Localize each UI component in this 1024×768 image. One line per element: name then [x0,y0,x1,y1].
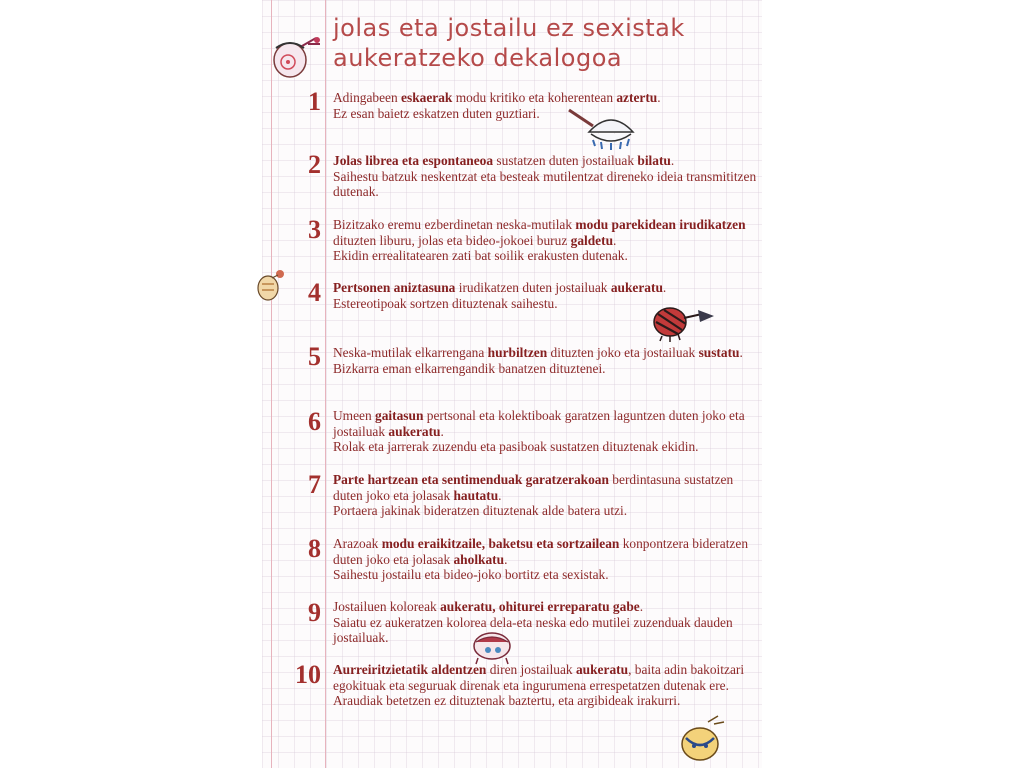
body-text: . [613,232,617,248]
body-text: . [670,153,675,168]
item-number: 7 [308,470,321,499]
body-text: . [504,551,508,567]
dekalogo-item [333,90,758,121]
body-text: . [662,280,667,295]
item-paragraph [333,296,758,312]
emphasis-text: modu eraikitzaile, baketsu eta sortzailean [381,536,620,551]
emphasis-text: aholkatu [453,551,505,567]
body-text: Rolak eta jarrerak zuzendu eta pasiboak sustatzen dituztenak ekidin. [333,439,699,455]
item-paragraph [333,153,758,169]
item-number: 1 [308,87,321,116]
item-paragraph [333,408,758,439]
body-text: Jostailuen koloreak [333,599,441,614]
body-text: Bizkarra eman elkarrengandik banatzen dituztenei. [333,360,606,376]
item-paragraph [333,280,758,296]
emphasis-text: modu parekidean irudikatzen [575,217,746,232]
bug-doodle-icon [674,712,728,766]
body-text: Portaera jakinak bideratzen dituztenak alde batera utzi. [333,503,628,519]
body-text: konpontzera bideratzen duten joko eta jolasak [333,536,749,567]
emphasis-text: bilatu [637,153,671,168]
dekalogo-item [333,408,758,455]
item-number: 9 [308,598,321,627]
body-text: Ekidin errealitatearen zati bat soilik erakusten dutenak. [333,248,628,264]
item-number: 10 [295,660,321,689]
dekalogo-item [333,472,758,519]
emphasis-text: gaitasun [375,408,424,423]
emphasis-text: Jolas librea eta espontaneoa [333,153,494,168]
body-text: diren jostailuak [486,662,576,677]
body-text: Saiatu ez aukeratzen kolorea dela-eta neska edo mutilei zuzenduak dauden jostailuak. [333,614,733,646]
body-text: . [657,90,661,105]
margin-line-left [271,0,272,768]
emphasis-text: hurbiltzen [487,345,548,360]
item-paragraph [333,439,758,455]
item-paragraph [333,361,758,377]
item-paragraph [333,248,758,264]
body-text: Umeen [333,408,376,423]
emphasis-text: aztertu [616,90,658,105]
emphasis-text: aukeratu [610,280,663,295]
body-text: dituzten liburu, jolas eta bideo-jokoei buruz [333,232,571,248]
item-paragraph [333,345,758,361]
body-text: . [440,423,444,439]
item-paragraph [333,662,758,709]
body-text: berdintasuna sustatzen duten joko eta jolasak [333,472,734,503]
emphasis-text: Parte hartzean eta sentimenduak garatzerakoan [333,472,609,487]
dekalogo-item [333,536,758,583]
page-subtitle: aukeratzeko dekalogoa [333,44,623,72]
body-text: . [639,599,644,614]
item-number: 8 [308,534,321,563]
body-text: Arazoak [333,536,382,551]
item-number: 5 [308,342,321,371]
item-number: 3 [308,215,321,244]
dekalogo-item [333,153,758,200]
item-number: 6 [308,407,321,436]
item-number: 2 [308,150,321,179]
item-paragraph [333,599,758,615]
bug-doodle-icon [268,30,324,82]
body-text: modu kritiko eta koherentean [452,90,617,105]
emphasis-text: galdetu [570,232,614,248]
body-text: Bizitzako eremu ezberdinetan neska-mutilak [333,217,576,232]
emphasis-text: hautatu [453,487,499,503]
item-paragraph [333,106,758,122]
item-paragraph [333,90,758,106]
item-paragraph [333,217,758,248]
body-text: sustatzen duten jostailuak [493,153,638,168]
dekalogo-item [333,217,758,264]
body-text: dituzten joko eta jostailuak [547,345,699,360]
body-text: , baita adin bakoitzari egokituak eta seguruak direnak eta ingurumena errespetatzen dutenak ere. Araudiak betetzen ez dituztenak baztertu, eta argibideak irakurri. [333,662,745,709]
body-text: pertsonal eta kolektiboak garatzen laguntzen duten joko eta jostailuak [333,408,745,439]
body-text: Neska-mutilak elkarrengana [333,345,488,360]
margin-line-right [325,0,326,768]
item-number: 4 [308,278,321,307]
body-text: irudikatzen duten jostailuak [455,280,611,295]
body-text: Adingabeen [333,90,402,105]
item-paragraph [333,503,758,519]
body-text: Estereotipoak sortzen dituztenak saihestu. [333,295,558,311]
item-paragraph [333,615,758,646]
emphasis-text: eskaerak [401,90,453,105]
item-paragraph [333,536,758,567]
body-text: . [498,487,502,503]
emphasis-text: aukeratu [388,423,441,439]
item-paragraph [333,169,758,200]
dekalogo-item [333,345,758,376]
emphasis-text: Pertsonen aniztasuna [333,280,456,295]
dekalogo-item [333,280,758,311]
body-text: Saihestu batzuk neskentzat eta besteak mutilentzat direneko ideia transmititzen dutenak. [333,168,757,200]
dekalogo-item [333,599,758,646]
dekalogo-item [333,662,758,709]
body-text: . [739,345,743,360]
body-text: Saihestu jostailu eta bideo-joko bortitz eta sexistak. [333,567,609,583]
emphasis-text: Aurreiritzietatik aldentzen [333,662,487,677]
body-text: Ez esan baietz eskatzen duten guztiari. [333,105,540,121]
emphasis-text: aukeratu [575,662,629,677]
emphasis-text: sustatu [698,345,740,360]
emphasis-text: aukeratu, ohiturei erreparatu gabe [440,599,640,614]
item-paragraph [333,472,758,503]
page-title: jolas eta jostailu ez sexistak [333,14,685,42]
item-paragraph [333,567,758,583]
